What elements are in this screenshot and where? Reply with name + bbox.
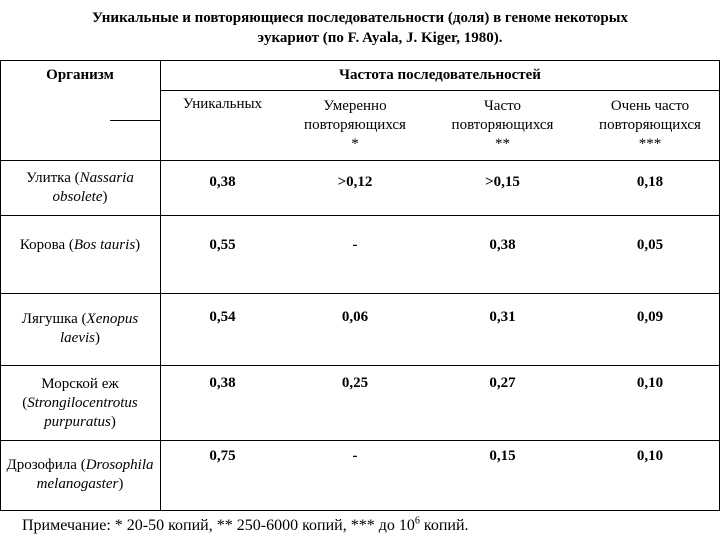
organism-suffix: ) [118, 476, 124, 492]
organism-latin: Strongilocentrotus purpuratus [27, 394, 138, 430]
cell-very-frequent: 0,09 [636, 308, 664, 325]
organism-prefix: Улитка ( [26, 170, 80, 186]
footnote-text-end: копий. [419, 517, 469, 534]
header-col-very-frequent-line2: повторяющихся [599, 116, 701, 133]
cell-unique: 0,55 [209, 236, 236, 253]
header-col-moderate-line3: * [351, 135, 359, 152]
table-row-organism [2, 295, 158, 363]
cell-very-frequent: 0,05 [636, 236, 664, 253]
cell-unique: 0,75 [209, 447, 236, 464]
table-top-border [0, 60, 720, 61]
header-col-moderate-line2: повторяющихся [304, 116, 406, 133]
cell-frequent: >0,15 [485, 173, 520, 190]
cell-unique: 0,38 [209, 374, 236, 391]
organism-prefix: Морской еж ( [22, 375, 119, 411]
header-col-unique [160, 92, 285, 116]
cell-unique: 0,38 [209, 173, 236, 190]
footnote [22, 516, 469, 536]
organism-latin: Bos tauris [73, 236, 136, 253]
cell-moderate: - [352, 447, 358, 464]
organism-latin: Drosophila melanogaster [36, 457, 154, 492]
header-col-very-frequent [580, 92, 720, 158]
organism-suffix: ) [102, 189, 108, 205]
document-title [0, 8, 720, 48]
footnote-superscript: 6 [414, 515, 420, 527]
organism-prefix: Лягушка ( [21, 311, 87, 327]
row-divider-4 [0, 440, 720, 441]
cell-moderate: >0,12 [337, 173, 373, 190]
header-frequency: Частота последовательностей [339, 66, 541, 83]
title-line-1: Уникальные и повторяющиеся последовательности (доля) в геноме некоторых [92, 10, 628, 26]
header-col-frequent-line3: ** [495, 135, 510, 152]
cell-moderate: 0,06 [341, 308, 369, 325]
organism-latin: Nassaria obsolete [52, 170, 134, 205]
cell-frequent: 0,31 [489, 308, 516, 325]
cell-very-frequent: 0,18 [636, 173, 664, 190]
cell-frequent: 0,15 [489, 447, 516, 464]
table-row-organism [2, 162, 158, 214]
row-divider-2 [0, 293, 720, 294]
table-row-organism [2, 367, 158, 439]
header-col-very-frequent-line3: *** [638, 135, 662, 152]
table-row-organism [2, 217, 158, 273]
header-col-very-frequent-line1: Очень часто [610, 97, 690, 114]
title-line-2: эукариот (по F. Ayala, J. Kiger, 1980). [257, 30, 503, 46]
organism-prefix: Корова ( [19, 236, 74, 253]
organism-suffix: ) [95, 330, 100, 346]
header-col-frequent-line2: повторяющихся [451, 116, 554, 133]
cell-frequent: 0,38 [489, 236, 516, 253]
header-organism: Организм [46, 66, 114, 83]
frequency-header-divider [160, 90, 720, 91]
table-left-border [0, 60, 1, 510]
header-col-frequent [425, 92, 580, 158]
header-col-moderate-line1: Умеренно [323, 97, 387, 114]
row-divider-3 [0, 365, 720, 366]
row-divider-1 [0, 215, 720, 216]
header-col-moderate [285, 92, 425, 158]
organism-suffix: ) [110, 413, 116, 430]
cell-very-frequent: 0,10 [636, 374, 664, 391]
cell-moderate: 0,25 [341, 374, 369, 391]
cell-very-frequent: 0,10 [636, 447, 664, 464]
table-row-organism [2, 442, 158, 508]
cell-unique: 0,54 [209, 308, 236, 325]
header-col-frequent-line1: Часто [484, 97, 521, 114]
cell-frequent: 0,27 [489, 374, 516, 391]
organism-latin: Xenopus laevis [60, 311, 139, 346]
organism-header-tick [110, 120, 160, 121]
header-col-unique-label: Уникальных [182, 95, 263, 112]
header-bottom-border [0, 160, 720, 161]
footnote-text: Примечание: * 20-50 копий, ** 250-6000 копий, *** до 10 [22, 517, 415, 534]
table-bottom-border [0, 510, 720, 511]
cell-moderate: - [352, 236, 358, 253]
organism-suffix: ) [135, 236, 141, 253]
organism-prefix: Дрозофила ( [6, 457, 86, 473]
